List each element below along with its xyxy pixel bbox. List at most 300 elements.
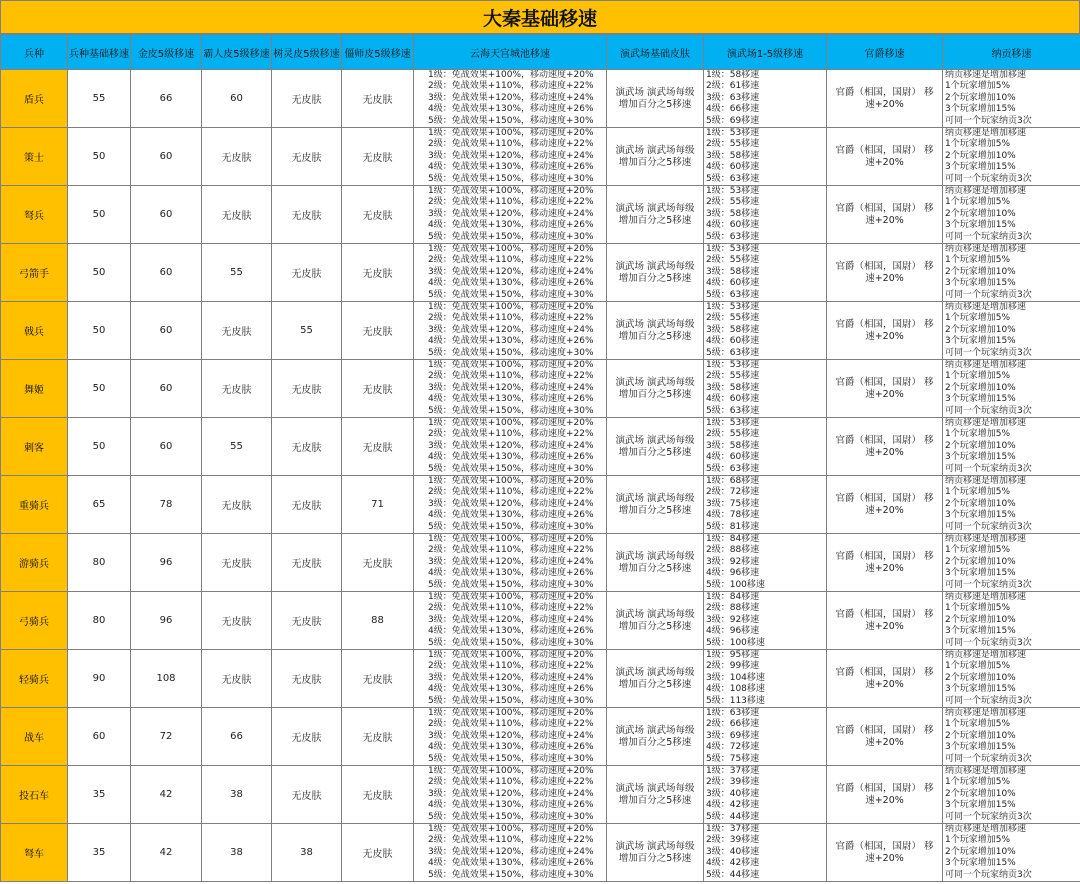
yanwu-level-cell-line: 2级：88移速	[706, 603, 760, 614]
nagong-cell-line: 3个玩家增加15%	[945, 510, 1016, 521]
yunhai-speed-cell-line: 3级：免战效果+120%，移动速度+24%	[428, 788, 594, 799]
guanjue-cell: 官爵（相国，国尉） 移速+20%	[827, 650, 943, 708]
jiang-skin-cell: 无皮肤	[342, 244, 414, 302]
column-header: 云海天宫城池移速	[414, 35, 607, 70]
guanjue-cell: 官爵（相国，国尉） 移速+20%	[827, 592, 943, 650]
nagong-cell-line: 纳贡移速是增加移速	[945, 534, 1027, 544]
yanwu-level-cell-line: 5级：63移速	[706, 463, 760, 474]
yunhai-speed-cell-line: 5级：免战效果+150%，移动速度+30%	[428, 231, 594, 242]
gold-skin-cell: 108	[131, 650, 202, 708]
yunhai-speed-cell-line: 1级：免战效果+100%，移动速度+20%	[428, 650, 594, 660]
gold-skin-cell: 60	[131, 418, 202, 476]
nagong-cell	[943, 592, 1080, 650]
nagong-cell-line: 可同一个玩家纳贡3次	[945, 637, 1032, 648]
nagong-cell-line: 3个玩家增加15%	[945, 336, 1016, 347]
yanwu-level-cell-line: 3级：92移速	[706, 614, 760, 625]
yanwu-level-cell	[704, 824, 827, 882]
nagong-cell-line: 2个玩家增加10%	[945, 324, 1016, 335]
nagong-cell-line: 1个玩家增加5%	[945, 661, 1011, 672]
yunhai-speed-cell-line: 5级：免战效果+150%，移动速度+30%	[428, 811, 594, 822]
yanwu-level-cell-line: 4级：42移速	[706, 800, 760, 811]
yunhai-speed-cell	[414, 360, 607, 418]
shu-skin-cell: 无皮肤	[272, 708, 342, 766]
yanwu-level-cell-line: 5级：44移速	[706, 869, 760, 880]
yanwu-level-cell-line: 1级：53移速	[706, 186, 760, 196]
yanwu-level-cell-line: 3级：40移速	[706, 846, 760, 857]
base-speed-cell: 50	[68, 244, 131, 302]
yanwu-level-cell-line: 1级：53移速	[706, 128, 760, 138]
yunhai-speed-cell-line: 2级：免战效果+110%，移动速度+22%	[428, 81, 594, 92]
nagong-cell	[943, 186, 1080, 244]
unit-name-cell: 重骑兵	[1, 476, 68, 534]
yanwu-skin-cell: 演武场 演武场每级增加百分之5移速	[607, 128, 704, 186]
table-row	[1, 128, 1080, 186]
ba-skin-cell: 无皮肤	[202, 476, 272, 534]
nagong-cell-line: 纳贡移速是增加移速	[945, 766, 1027, 776]
yanwu-level-cell-line: 3级：92移速	[706, 556, 760, 567]
yunhai-speed-cell-line: 4级：免战效果+130%，移动速度+26%	[428, 742, 594, 753]
yunhai-speed-cell	[414, 708, 607, 766]
ba-skin-cell: 无皮肤	[202, 592, 272, 650]
yunhai-speed-cell-line: 4级：免战效果+130%，移动速度+26%	[428, 336, 594, 347]
nagong-cell-line: 纳贡移速是增加移速	[945, 360, 1027, 370]
jiang-skin-cell: 无皮肤	[342, 824, 414, 882]
guanjue-cell: 官爵（相国，国尉） 移速+20%	[827, 534, 943, 592]
jiang-skin-cell: 无皮肤	[342, 650, 414, 708]
yanwu-level-cell-line: 3级：40移速	[706, 788, 760, 799]
yanwu-level-cell-line: 5级：75移速	[706, 753, 760, 764]
jiang-skin-cell: 71	[342, 476, 414, 534]
ba-skin-cell: 无皮肤	[202, 534, 272, 592]
gold-skin-cell: 42	[131, 766, 202, 824]
base-speed-cell: 80	[68, 534, 131, 592]
base-speed-cell: 65	[68, 476, 131, 534]
unit-name-cell: 战车	[1, 708, 68, 766]
yanwu-level-cell-line: 5级：44移速	[706, 811, 760, 822]
nagong-cell	[943, 534, 1080, 592]
ba-skin-cell: 无皮肤	[202, 650, 272, 708]
yunhai-speed-cell-line: 5级：免战效果+150%，移动速度+30%	[428, 637, 594, 648]
yunhai-speed-cell	[414, 476, 607, 534]
shu-skin-cell: 无皮肤	[272, 128, 342, 186]
gold-skin-cell: 78	[131, 476, 202, 534]
nagong-cell-line: 可同一个玩家纳贡3次	[945, 463, 1032, 474]
gold-skin-cell: 60	[131, 302, 202, 360]
unit-name-cell: 弩兵	[1, 186, 68, 244]
nagong-cell-line: 可同一个玩家纳贡3次	[945, 811, 1032, 822]
table-row	[1, 708, 1080, 766]
yunhai-speed-cell-line: 1级：免战效果+100%，移动速度+20%	[428, 360, 594, 370]
nagong-cell	[943, 476, 1080, 534]
yanwu-skin-cell: 演武场 演武场每级增加百分之5移速	[607, 360, 704, 418]
guanjue-cell: 官爵（相国，国尉） 移速+20%	[827, 70, 943, 128]
yunhai-speed-cell-line: 2级：免战效果+110%，移动速度+22%	[428, 139, 594, 150]
yanwu-level-cell-line: 1级：37移速	[706, 766, 760, 776]
table-row	[1, 534, 1080, 592]
unit-name-cell: 策士	[1, 128, 68, 186]
yanwu-level-cell-line: 3级：58移速	[706, 150, 760, 161]
nagong-cell-line: 3个玩家增加15%	[945, 104, 1016, 115]
nagong-cell-line: 2个玩家增加10%	[945, 92, 1016, 103]
base-speed-cell: 35	[68, 766, 131, 824]
yanwu-level-cell-line: 2级：72移速	[706, 487, 760, 498]
nagong-cell-line: 3个玩家增加15%	[945, 452, 1016, 463]
guanjue-cell: 官爵（相国，国尉） 移速+20%	[827, 418, 943, 476]
yanwu-level-cell-line: 3级：75移速	[706, 498, 760, 509]
yanwu-skin-cell: 演武场 演武场每级增加百分之5移速	[607, 70, 704, 128]
nagong-cell-line: 3个玩家增加15%	[945, 278, 1016, 289]
column-header: 金皮5级移速	[131, 35, 202, 70]
yunhai-speed-cell-line: 3级：免战效果+120%，移动速度+24%	[428, 440, 594, 451]
ba-skin-cell: 无皮肤	[202, 128, 272, 186]
yanwu-level-cell-line: 5级：81移速	[706, 521, 760, 532]
column-header: 纳贡移速	[943, 35, 1080, 70]
unit-name-cell: 盾兵	[1, 70, 68, 128]
yunhai-speed-cell-line: 4级：免战效果+130%，移动速度+26%	[428, 626, 594, 637]
jiang-skin-cell: 无皮肤	[342, 418, 414, 476]
nagong-cell-line: 1个玩家增加5%	[945, 197, 1011, 208]
yanwu-level-cell-line: 2级：39移速	[706, 835, 760, 846]
nagong-cell	[943, 650, 1080, 708]
yunhai-speed-cell-line: 2级：免战效果+110%，移动速度+22%	[428, 777, 594, 788]
nagong-cell-line: 1个玩家增加5%	[945, 487, 1011, 498]
table-row	[1, 186, 1080, 244]
yunhai-speed-cell-line: 1级：免战效果+100%，移动速度+20%	[428, 824, 594, 834]
yanwu-level-cell-line: 4级：96移速	[706, 568, 760, 579]
guanjue-cell: 官爵（相国，国尉） 移速+20%	[827, 766, 943, 824]
nagong-cell-line: 2个玩家增加10%	[945, 730, 1016, 741]
nagong-cell-line: 2个玩家增加10%	[945, 440, 1016, 451]
unit-name-cell: 游骑兵	[1, 534, 68, 592]
yanwu-skin-cell: 演武场 演武场每级增加百分之5移速	[607, 302, 704, 360]
yunhai-speed-cell-line: 1级：免战效果+100%，移动速度+20%	[428, 534, 594, 544]
nagong-cell-line: 2个玩家增加10%	[945, 788, 1016, 799]
shu-skin-cell: 无皮肤	[272, 186, 342, 244]
nagong-cell-line: 2个玩家增加10%	[945, 266, 1016, 277]
yunhai-speed-cell-line: 4级：免战效果+130%，移动速度+26%	[428, 684, 594, 695]
yanwu-level-cell-line: 4级：96移速	[706, 626, 760, 637]
unit-name-cell: 戟兵	[1, 302, 68, 360]
yunhai-speed-cell-line: 4级：免战效果+130%，移动速度+26%	[428, 510, 594, 521]
yunhai-speed-cell	[414, 592, 607, 650]
shu-skin-cell: 无皮肤	[272, 766, 342, 824]
yunhai-speed-cell-line: 2级：免战效果+110%，移动速度+22%	[428, 197, 594, 208]
gold-skin-cell: 66	[131, 70, 202, 128]
shu-skin-cell: 无皮肤	[272, 650, 342, 708]
yunhai-speed-cell	[414, 186, 607, 244]
yanwu-level-cell	[704, 650, 827, 708]
jiang-skin-cell: 无皮肤	[342, 708, 414, 766]
yunhai-speed-cell-line: 3级：免战效果+120%，移动速度+24%	[428, 556, 594, 567]
yanwu-level-cell-line: 5级：63移速	[706, 289, 760, 300]
yanwu-level-cell-line: 5级：63移速	[706, 405, 760, 416]
table-row	[1, 592, 1080, 650]
nagong-cell-line: 1个玩家增加5%	[945, 429, 1011, 440]
shu-skin-cell: 无皮肤	[272, 360, 342, 418]
yunhai-speed-cell-line: 1级：免战效果+100%，移动速度+20%	[428, 592, 594, 602]
yanwu-skin-cell: 演武场 演武场每级增加百分之5移速	[607, 650, 704, 708]
column-header: 兵种	[1, 35, 68, 70]
nagong-cell-line: 可同一个玩家纳贡3次	[945, 695, 1032, 706]
nagong-cell	[943, 360, 1080, 418]
nagong-cell-line: 可同一个玩家纳贡3次	[945, 231, 1032, 242]
nagong-cell-line: 1个玩家增加5%	[945, 81, 1011, 92]
yunhai-speed-cell-line: 4级：免战效果+130%，移动速度+26%	[428, 104, 594, 115]
yunhai-speed-cell-line: 1级：免战效果+100%，移动速度+20%	[428, 708, 594, 718]
yunhai-speed-cell-line: 5级：免战效果+150%，移动速度+30%	[428, 869, 594, 880]
nagong-cell-line: 3个玩家增加15%	[945, 220, 1016, 231]
yanwu-level-cell	[704, 128, 827, 186]
yanwu-skin-cell: 演武场 演武场每级增加百分之5移速	[607, 418, 704, 476]
nagong-cell-line: 可同一个玩家纳贡3次	[945, 521, 1032, 532]
yanwu-level-cell-line: 2级：99移速	[706, 661, 760, 672]
yunhai-speed-cell-line: 1级：免战效果+100%，移动速度+20%	[428, 476, 594, 486]
gold-skin-cell: 72	[131, 708, 202, 766]
jiang-skin-cell: 无皮肤	[342, 534, 414, 592]
yunhai-speed-cell-line: 1级：免战效果+100%，移动速度+20%	[428, 766, 594, 776]
nagong-cell	[943, 766, 1080, 824]
nagong-cell	[943, 70, 1080, 128]
unit-name-cell: 投石车	[1, 766, 68, 824]
gold-skin-cell: 42	[131, 824, 202, 882]
nagong-cell-line: 1个玩家增加5%	[945, 835, 1011, 846]
nagong-cell-line: 3个玩家增加15%	[945, 742, 1016, 753]
yunhai-speed-cell-line: 3级：免战效果+120%，移动速度+24%	[428, 208, 594, 219]
nagong-cell-line: 3个玩家增加15%	[945, 568, 1016, 579]
yanwu-level-cell-line: 1级：63移速	[706, 708, 760, 718]
nagong-cell-line: 3个玩家增加15%	[945, 800, 1016, 811]
base-speed-cell: 50	[68, 360, 131, 418]
nagong-cell-line: 1个玩家增加5%	[945, 545, 1011, 556]
shu-skin-cell: 无皮肤	[272, 592, 342, 650]
column-header: 霸人皮5级移速	[202, 35, 272, 70]
yanwu-level-cell-line: 2级：66移速	[706, 719, 760, 730]
base-speed-cell: 55	[68, 70, 131, 128]
yunhai-speed-cell-line: 3级：免战效果+120%，移动速度+24%	[428, 382, 594, 393]
yanwu-level-cell-line: 4级：60移速	[706, 162, 760, 173]
table-row	[1, 418, 1080, 476]
nagong-cell-line: 可同一个玩家纳贡3次	[945, 347, 1032, 358]
nagong-cell-line: 纳贡移速是增加移速	[945, 708, 1027, 718]
jiang-skin-cell: 无皮肤	[342, 302, 414, 360]
yunhai-speed-cell-line: 3级：免战效果+120%，移动速度+24%	[428, 498, 594, 509]
jiang-skin-cell: 88	[342, 592, 414, 650]
yunhai-speed-cell-line: 2级：免战效果+110%，移动速度+22%	[428, 313, 594, 324]
yanwu-level-cell-line: 2级：61移速	[706, 81, 760, 92]
nagong-cell-line: 纳贡移速是增加移速	[945, 70, 1027, 80]
yanwu-level-cell-line: 1级：37移速	[706, 824, 760, 834]
nagong-cell-line: 可同一个玩家纳贡3次	[945, 579, 1032, 590]
table-row	[1, 650, 1080, 708]
yanwu-level-cell-line: 2级：39移速	[706, 777, 760, 788]
column-header: 演武场1-5级移速	[704, 35, 827, 70]
yunhai-speed-cell	[414, 766, 607, 824]
table-row	[1, 302, 1080, 360]
yunhai-speed-cell-line: 2级：免战效果+110%，移动速度+22%	[428, 835, 594, 846]
nagong-cell-line: 可同一个玩家纳贡3次	[945, 405, 1032, 416]
yunhai-speed-cell-line: 2级：免战效果+110%，移动速度+22%	[428, 661, 594, 672]
shu-skin-cell: 无皮肤	[272, 244, 342, 302]
yanwu-level-cell-line: 3级：69移速	[706, 730, 760, 741]
yanwu-level-cell-line: 1级：53移速	[706, 244, 760, 254]
yanwu-level-cell-line: 1级：68移速	[706, 476, 760, 486]
shu-skin-cell: 无皮肤	[272, 70, 342, 128]
yanwu-level-cell-line: 5级：69移速	[706, 115, 760, 126]
yanwu-level-cell-line: 4级：66移速	[706, 104, 760, 115]
yanwu-level-cell-line: 3级：58移速	[706, 324, 760, 335]
nagong-cell-line: 2个玩家增加10%	[945, 498, 1016, 509]
yanwu-skin-cell: 演武场 演武场每级增加百分之5移速	[607, 708, 704, 766]
yunhai-speed-cell-line: 3级：免战效果+120%，移动速度+24%	[428, 150, 594, 161]
nagong-cell-line: 1个玩家增加5%	[945, 777, 1011, 788]
yanwu-level-cell	[704, 186, 827, 244]
nagong-cell-line: 可同一个玩家纳贡3次	[945, 869, 1032, 880]
unit-name-cell: 弓箭手	[1, 244, 68, 302]
nagong-cell-line: 1个玩家增加5%	[945, 371, 1011, 382]
yunhai-speed-cell-line: 5级：免战效果+150%，移动速度+30%	[428, 695, 594, 706]
yunhai-speed-cell-line: 3级：免战效果+120%，移动速度+24%	[428, 324, 594, 335]
base-speed-cell: 50	[68, 128, 131, 186]
ba-skin-cell: 55	[202, 244, 272, 302]
yanwu-level-cell-line: 1级：53移速	[706, 418, 760, 428]
nagong-cell-line: 可同一个玩家纳贡3次	[945, 753, 1032, 764]
table-row	[1, 476, 1080, 534]
nagong-cell-line: 1个玩家增加5%	[945, 603, 1011, 614]
yunhai-speed-cell-line: 2级：免战效果+110%，移动速度+22%	[428, 487, 594, 498]
unit-name-cell: 舞姬	[1, 360, 68, 418]
yanwu-level-cell-line: 1级：95移速	[706, 650, 760, 660]
yanwu-skin-cell: 演武场 演武场每级增加百分之5移速	[607, 824, 704, 882]
nagong-cell	[943, 824, 1080, 882]
ba-skin-cell: 38	[202, 824, 272, 882]
nagong-cell-line: 2个玩家增加10%	[945, 150, 1016, 161]
nagong-cell-line: 纳贡移速是增加移速	[945, 650, 1027, 660]
yanwu-level-cell	[704, 70, 827, 128]
yunhai-speed-cell-line: 5级：免战效果+150%，移动速度+30%	[428, 753, 594, 764]
table-row	[1, 360, 1080, 418]
yanwu-level-cell-line: 2级：55移速	[706, 371, 760, 382]
yanwu-level-cell	[704, 766, 827, 824]
table-row	[1, 824, 1080, 882]
nagong-cell-line: 3个玩家增加15%	[945, 858, 1016, 869]
nagong-cell-line: 2个玩家增加10%	[945, 556, 1016, 567]
yanwu-skin-cell: 演武场 演武场每级增加百分之5移速	[607, 534, 704, 592]
yanwu-level-cell	[704, 534, 827, 592]
yunhai-speed-cell-line: 5级：免战效果+150%，移动速度+30%	[428, 173, 594, 184]
nagong-cell-line: 纳贡移速是增加移速	[945, 128, 1027, 138]
yunhai-speed-cell-line: 4级：免战效果+130%，移动速度+26%	[428, 800, 594, 811]
yunhai-speed-cell	[414, 824, 607, 882]
shu-skin-cell: 55	[272, 302, 342, 360]
nagong-cell-line: 1个玩家增加5%	[945, 139, 1011, 150]
nagong-cell-line: 可同一个玩家纳贡3次	[945, 115, 1032, 126]
yanwu-level-cell-line: 4级：60移速	[706, 394, 760, 405]
yunhai-speed-cell-line: 1级：免战效果+100%，移动速度+20%	[428, 244, 594, 254]
yunhai-speed-cell-line: 4级：免战效果+130%，移动速度+26%	[428, 568, 594, 579]
yunhai-speed-cell-line: 5级：免战效果+150%，移动速度+30%	[428, 289, 594, 300]
nagong-cell	[943, 708, 1080, 766]
nagong-cell-line: 可同一个玩家纳贡3次	[945, 173, 1032, 184]
ba-skin-cell: 无皮肤	[202, 186, 272, 244]
yunhai-speed-cell-line: 2级：免战效果+110%，移动速度+22%	[428, 545, 594, 556]
base-speed-cell: 35	[68, 824, 131, 882]
yanwu-level-cell-line: 4级：72移速	[706, 742, 760, 753]
ba-skin-cell: 55	[202, 418, 272, 476]
gold-skin-cell: 96	[131, 534, 202, 592]
yanwu-level-cell-line: 5级：100移速	[706, 637, 765, 648]
table-row	[1, 766, 1080, 824]
nagong-cell-line: 2个玩家增加10%	[945, 614, 1016, 625]
yunhai-speed-cell-line: 4级：免战效果+130%，移动速度+26%	[428, 278, 594, 289]
base-speed-cell: 60	[68, 708, 131, 766]
yunhai-speed-cell-line: 2级：免战效果+110%，移动速度+22%	[428, 371, 594, 382]
gold-skin-cell: 96	[131, 592, 202, 650]
column-header: 树灵皮5级移速	[272, 35, 342, 70]
gold-skin-cell: 60	[131, 128, 202, 186]
nagong-cell-line: 纳贡移速是增加移速	[945, 302, 1027, 312]
column-header: 僵师皮5级移速	[342, 35, 414, 70]
jiang-skin-cell: 无皮肤	[342, 128, 414, 186]
guanjue-cell: 官爵（相国，国尉） 移速+20%	[827, 708, 943, 766]
yanwu-level-cell-line: 2级：55移速	[706, 313, 760, 324]
nagong-cell	[943, 418, 1080, 476]
jiang-skin-cell: 无皮肤	[342, 70, 414, 128]
shu-skin-cell: 无皮肤	[272, 534, 342, 592]
ba-skin-cell: 60	[202, 70, 272, 128]
table-body	[1, 70, 1080, 882]
gold-skin-cell: 60	[131, 186, 202, 244]
table-header	[1, 35, 1080, 70]
yunhai-speed-cell-line: 5级：免战效果+150%，移动速度+30%	[428, 579, 594, 590]
yanwu-level-cell-line: 3级：58移速	[706, 440, 760, 451]
ba-skin-cell: 38	[202, 766, 272, 824]
yanwu-skin-cell: 演武场 演武场每级增加百分之5移速	[607, 766, 704, 824]
nagong-cell-line: 2个玩家增加10%	[945, 846, 1016, 857]
nagong-cell-line: 3个玩家增加15%	[945, 626, 1016, 637]
yunhai-speed-cell-line: 5级：免战效果+150%，移动速度+30%	[428, 521, 594, 532]
nagong-cell-line: 3个玩家增加15%	[945, 162, 1016, 173]
nagong-cell-line: 纳贡移速是增加移速	[945, 186, 1027, 196]
base-speed-cell: 80	[68, 592, 131, 650]
shu-skin-cell: 无皮肤	[272, 418, 342, 476]
column-header: 官爵移速	[827, 35, 943, 70]
ba-skin-cell: 无皮肤	[202, 302, 272, 360]
yanwu-level-cell-line: 4级：108移速	[706, 684, 765, 695]
shu-skin-cell: 无皮肤	[272, 476, 342, 534]
guanjue-cell: 官爵（相国，国尉） 移速+20%	[827, 128, 943, 186]
yunhai-speed-cell	[414, 70, 607, 128]
guanjue-cell: 官爵（相国，国尉） 移速+20%	[827, 360, 943, 418]
yunhai-speed-cell-line: 3级：免战效果+120%，移动速度+24%	[428, 846, 594, 857]
nagong-cell-line: 3个玩家增加15%	[945, 684, 1016, 695]
yanwu-level-cell-line: 5级：63移速	[706, 173, 760, 184]
nagong-cell-line: 可同一个玩家纳贡3次	[945, 289, 1032, 300]
base-speed-cell: 50	[68, 418, 131, 476]
base-speed-cell: 90	[68, 650, 131, 708]
yunhai-speed-cell-line: 4级：免战效果+130%，移动速度+26%	[428, 220, 594, 231]
jiang-skin-cell: 无皮肤	[342, 360, 414, 418]
nagong-cell	[943, 244, 1080, 302]
gold-skin-cell: 60	[131, 360, 202, 418]
yanwu-level-cell-line: 3级：63移速	[706, 92, 760, 103]
yunhai-speed-cell-line: 1级：免战效果+100%，移动速度+20%	[428, 70, 594, 80]
yunhai-speed-cell-line: 4级：免战效果+130%，移动速度+26%	[428, 858, 594, 869]
yanwu-level-cell-line: 3级：104移速	[706, 672, 765, 683]
yunhai-speed-cell	[414, 534, 607, 592]
yanwu-level-cell-line: 4级：60移速	[706, 278, 760, 289]
yunhai-speed-cell-line: 2级：免战效果+110%，移动速度+22%	[428, 719, 594, 730]
guanjue-cell: 官爵（相国，国尉） 移速+20%	[827, 244, 943, 302]
